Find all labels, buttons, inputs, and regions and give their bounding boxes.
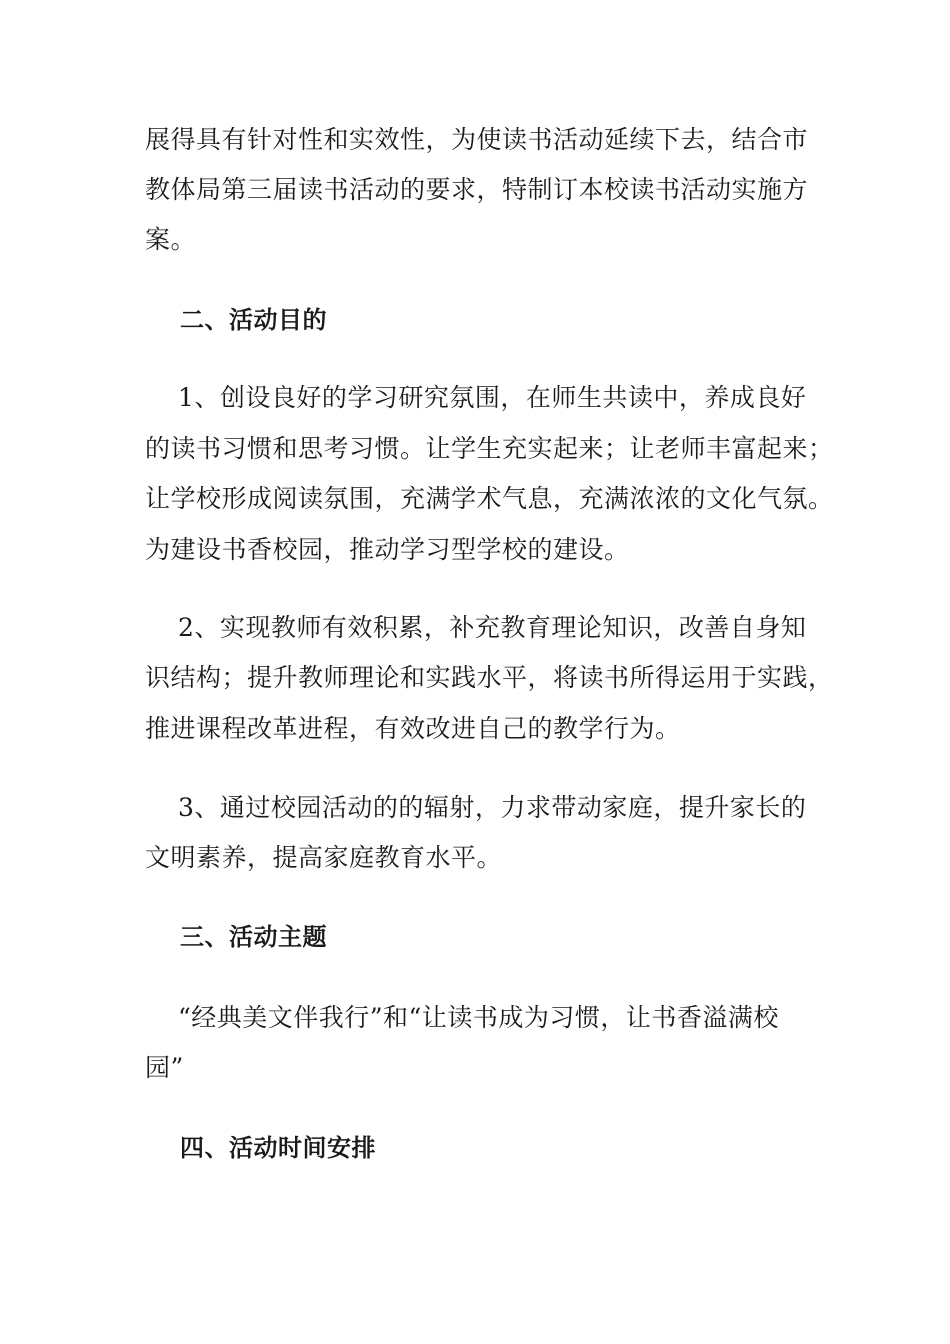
theme-line-1: “经典美文伴我行”和“让读书成为习惯，让书香溢满校: [178, 1003, 779, 1032]
purpose-item-2-line-1: 2、实现教师有效积累，补充教育理论知识，改善自身知: [178, 613, 807, 642]
intro-line-3: 案。: [145, 225, 197, 254]
purpose-item-1-line-3: 让学校形成阅读氛围，充满学术气息，充满浓浓的文化气氛。: [145, 484, 834, 513]
section-heading-theme: 三、活动主题: [180, 923, 327, 951]
purpose-item-3-line-2: 文明素养，提高家庭教育水平。: [145, 843, 503, 872]
purpose-item-3-line-1: 3、通过校园活动的的辐射，力求带动家庭，提升家长的: [178, 793, 807, 822]
purpose-item-1-line-1: 1、创设良好的学习研究氛围，在师生共读中，养成良好: [178, 383, 807, 412]
section-heading-purpose: 二、活动目的: [180, 306, 327, 334]
section-heading-schedule: 四、活动时间安排: [180, 1134, 376, 1162]
purpose-item-2-line-2: 识结构；提升教师理论和实践水平，将读书所得运用于实践，: [145, 663, 834, 692]
intro-line-2: 教体局第三届读书活动的要求，特制订本校读书活动实施方: [145, 175, 809, 204]
intro-line-1: 展得具有针对性和实效性，为使读书活动延续下去，结合市: [145, 125, 809, 154]
purpose-item-2-line-3: 推进课程改革进程，有效改进自己的教学行为。: [145, 714, 681, 743]
purpose-item-1-line-4: 为建设书香校园，推动学习型学校的建设。: [145, 535, 630, 564]
theme-line-2: 园”: [145, 1053, 184, 1082]
purpose-item-1-line-2: 的读书习惯和思考习惯。让学生充实起来；让老师丰富起来；: [145, 434, 834, 463]
